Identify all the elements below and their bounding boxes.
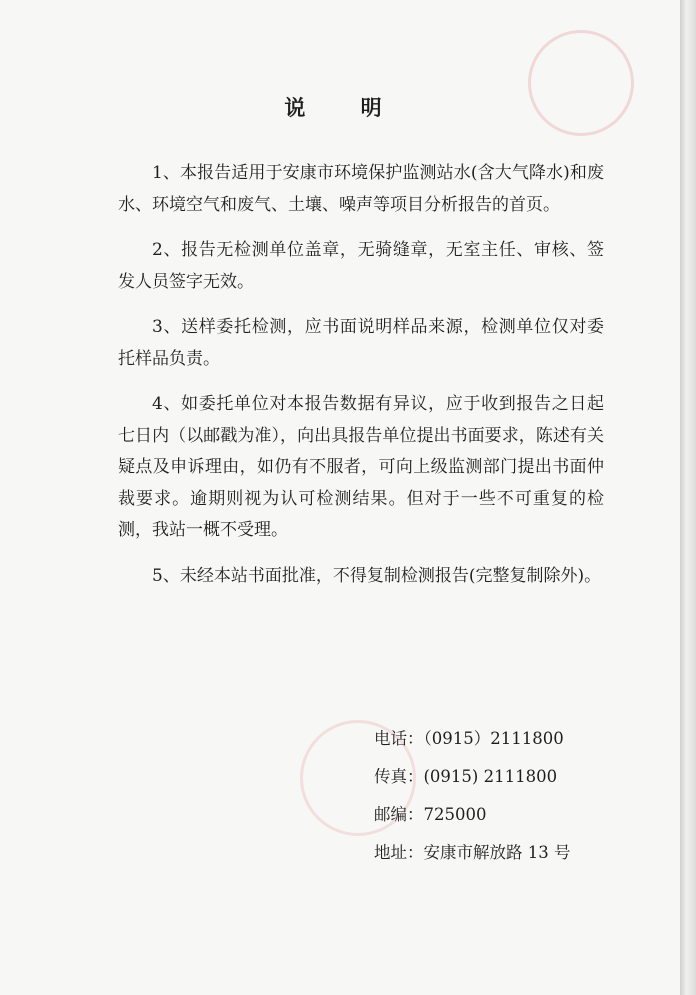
scan-page-edge	[680, 0, 696, 995]
contact-label: 邮编：	[374, 805, 424, 824]
instruction-item: 2、报告无检测单位盖章，无骑缝章，无室主任、审核、签发人员签字无效。	[118, 240, 604, 292]
contact-postcode	[374, 796, 654, 834]
contact-label: 传真：	[374, 767, 424, 786]
contact-value: (0915) 2111800	[423, 767, 558, 786]
contact-value: （0915）2111800	[423, 729, 564, 748]
contact-value: 725000	[423, 805, 487, 824]
contact-info	[374, 720, 654, 872]
contact-fax	[374, 758, 654, 796]
instruction-item: 3、送样委托检测，应书面说明样品来源，检测单位仅对委托样品负责。	[118, 317, 604, 369]
contact-label: 电话：	[374, 729, 424, 748]
instruction-list	[118, 158, 604, 606]
instruction-item: 4、如委托单位对本报告数据有异议，应于收到报告之日起七日内（以邮戳为准），向出具报告单位提出书面要求，陈述有关疑点及申诉理由，如仍有不服者，可向上级监测部门提出书面仲裁要求。逾期则视为认可检测结果。但对于一些不可重复的检测，我站一概不受理。	[118, 394, 604, 540]
instruction-item: 1、本报告适用于安康市环境保护监测站水(含大气降水)和废水、环境空气和废气、土壤、噪声等项目分析报告的首页。	[118, 163, 604, 215]
contact-address	[374, 834, 654, 872]
instruction-item: 5、未经本站书面批准，不得复制检测报告(完整复制除外)。	[152, 565, 602, 586]
contact-label: 地址：	[374, 843, 424, 862]
document-title: 说 明	[284, 95, 406, 120]
contact-value: 安康市解放路 13 号	[423, 843, 571, 862]
contact-phone	[374, 720, 654, 758]
